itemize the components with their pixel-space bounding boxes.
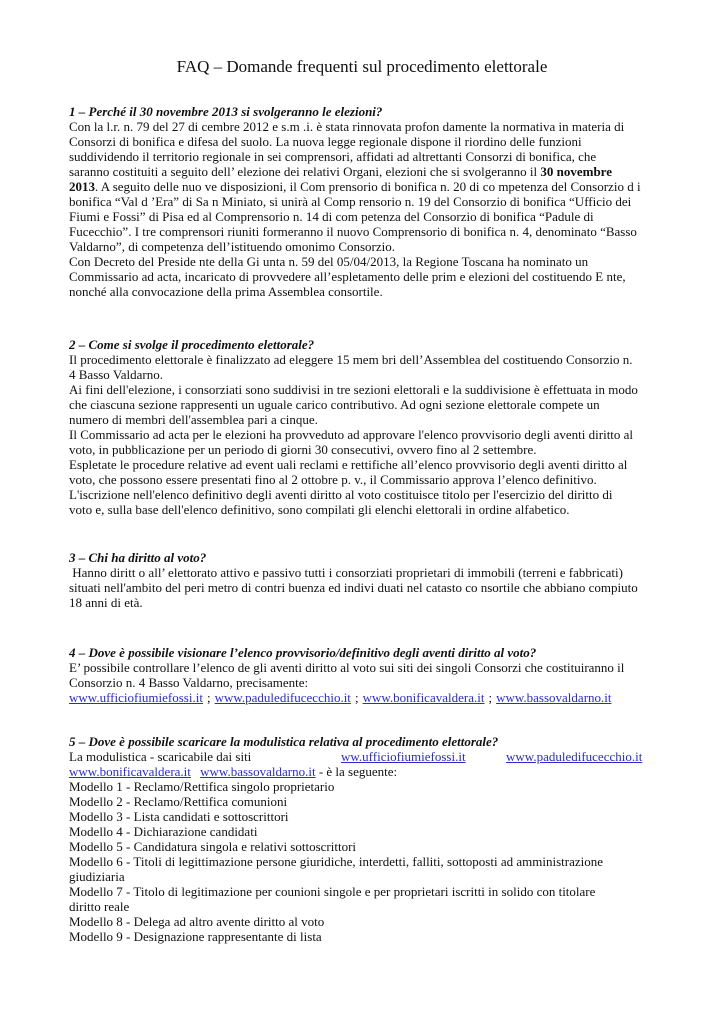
paragraph-line: voto, in pubblicazione per un periodo di giorni 30 consecutivi, ovvero fino al 2 settembre.	[69, 442, 537, 457]
faq-question-5: 5 – Dove è possibile scaricare la modulistica relativa al procedimento elettorale?	[69, 734, 499, 749]
paragraph-line: nonché alla convocazione della prima Assemblea consortile.	[69, 284, 383, 299]
link-paduledifucecchio[interactable]: www.paduledifucecchio.it	[214, 690, 351, 705]
faq-question-4: 4 – Dove è possibile visionare l’elenco provvisorio/definitivo degli aventi diritto al voto?	[69, 645, 537, 660]
paragraph-line: voto, che possono essere presentati fino al 2 ottobre p. v., il Commissario approva l’elenco definitivo.	[69, 472, 597, 487]
paragraph-line: Valdarno”, di competenza dell’istituendo omonimo Consorzio.	[69, 239, 396, 254]
model-item: Modello 6 - Titoli di legittimazione persone giuridiche, interdetti, falliti, sottoposti ad amministrazione	[69, 854, 603, 869]
paragraph-line: Espletate le procedure relative ad event uali reclami e rettifiche all’elenco provvisorio degli aventi diritto al	[69, 457, 628, 472]
paragraph-line	[69, 164, 659, 179]
sites-row-1	[69, 749, 659, 764]
model-item: Modello 2 - Reclamo/Rettifica comunioni	[69, 794, 288, 809]
faq-question-2: 2 – Come si svolge il procedimento elettorale?	[69, 337, 315, 352]
faq-section-5	[69, 734, 659, 944]
link-bassovaldarno[interactable]: www.bassovaldarno.it	[496, 690, 612, 705]
link-paduledifucecchio[interactable]: www.paduledifucecchio.it	[506, 749, 643, 764]
paragraph-line: Fucecchio”. I tre comprensori riuniti formeranno il nuovo Comprensorio di bonifica n. 4, denominato “Basso	[69, 224, 637, 239]
model-item: Modello 8 - Delega ad altro avente diritto al voto	[69, 914, 325, 929]
election-date-bold: 30 novembre	[540, 164, 612, 179]
faq-section-1	[69, 104, 659, 299]
model-item: Modello 7 - Titolo di legitimazione per counioni singole e per proprietari iscritti in solido con titolare	[69, 884, 596, 899]
paragraph-text: La modulistica - scaricabile dai siti	[69, 749, 252, 764]
paragraph-line: suddividendo il territorio regionale in sei comprensori, affidati ad altrettanti Consorzi di bonifica, che	[69, 149, 597, 164]
link-bonificavaldera[interactable]: www.bonificavaldera.it	[69, 764, 191, 779]
paragraph-line: situati nell'ambito del peri metro di contri buenza ed indivi duati nel catasto co nsortile che abbiano compiuto	[69, 580, 638, 595]
link-bonificavaldera[interactable]: www.bonificavaldera.it	[362, 690, 485, 705]
links-line	[69, 690, 659, 705]
model-item: Modello 5 - Candidatura singola e relativi sottoscrittori	[69, 839, 357, 854]
page-title: FAQ – Domande frequenti sul procedimento elettorale	[176, 57, 548, 76]
paragraph-line: Ai fini dell'elezione, i consorziati sono suddivisi in tre sezioni elettorali e la suddivisione è effettuata in modo	[69, 382, 638, 397]
link-separator: ;	[206, 690, 211, 705]
paragraph-line: Hanno diritt o all’ elettorato attivo e passivo tutti i consorziati proprietari di immobili (terreni e fabbricati)	[69, 565, 623, 580]
faq-section-4	[69, 645, 659, 705]
link-bassovaldarno[interactable]: www.bassovaldarno.it	[200, 764, 316, 779]
link-ufficiofiumiefossi[interactable]: www.ufficiofiumiefossi.it	[69, 690, 203, 705]
election-year-bold: 2013	[69, 179, 95, 194]
faq-question-1: 1 – Perché il 30 novembre 2013 si svolgeranno le elezioni?	[69, 104, 383, 119]
paragraph-line: voto e, sulla base dell'elenco definitivo, sono compilati gli elenchi elettorali in ordine alfabetico.	[69, 502, 570, 517]
paragraph-line: Consorzi di bonifica e difesa del suolo. La nuova legge regionale dispone il riordino delle funzioni	[69, 134, 582, 149]
paragraph-line: 4 Basso Valdarno.	[69, 367, 164, 382]
paragraph-text: . A seguito delle nuo ve disposizioni, il Com prensorio di bonifica n. 20 di co mpetenza del Consorzio d i	[95, 179, 641, 194]
faq-section-2	[69, 337, 659, 517]
link-separator: ;	[488, 690, 493, 705]
model-item: Modello 9 - Designazione rappresentante di lista	[69, 929, 322, 944]
paragraph-line: Con la l.r. n. 79 del 27 di cembre 2012 e s.m .i. è stata rinnovata profon damente la normativa in materia di	[69, 119, 625, 134]
model-item: Modello 4 - Dichiarazione candidati	[69, 824, 258, 839]
paragraph-line: L'iscrizione nell'elenco definitivo degli aventi diritto al voto costituisce titolo per l'esercizio del diritto di	[69, 487, 613, 502]
model-item: Modello 3 - Lista candidati e sottoscrittori	[69, 809, 289, 824]
model-item: giudiziaria	[69, 869, 125, 884]
link-ufficiofiumiefossi[interactable]: ww.ufficiofiumiefossi.it	[341, 749, 466, 764]
paragraph-line: numero di membri dell'assemblea pari a cinque.	[69, 412, 318, 427]
paragraph-line: che ciascuna sezione rappresenti un uguale carico contributivo. Ad ogni sezione elettorale compete un	[69, 397, 600, 412]
model-item: Modello 1 - Reclamo/Rettifica singolo proprietario	[69, 779, 335, 794]
paragraph-line: E’ possibile controllare l’elenco de gli aventi diritto al voto sui siti dei singoli Consorzi che costituiranno il	[69, 660, 625, 675]
paragraph-text: - è la seguente:	[315, 764, 398, 779]
paragraph-line: Commissario ad acta, incaricato di provvedere all’espletamento delle prim e elezioni del costituendo E nte,	[69, 269, 626, 284]
faq-question-3: 3 – Chi ha diritto al voto?	[69, 550, 207, 565]
paragraph-line: Il procedimento elettorale è finalizzato ad eleggere 15 mem bri dell’Assemblea del costituendo Consorzio n.	[69, 352, 633, 367]
model-item: diritto reale	[69, 899, 130, 914]
paragraph-line: bonifica “Val d ’Era” di Sa n Miniato, si unirà al Comp rensorio n. 19 del Consorzio di bonifica “Ufficio dei	[69, 194, 632, 209]
paragraph-line: Consorzio n. 4 Basso Valdarno, precisamente:	[69, 675, 309, 690]
links-line	[69, 764, 659, 779]
paragraph-line: Con Decreto del Preside nte della Gi unta n. 59 del 05/04/2013, la Regione Toscana ha nominato un	[69, 254, 589, 269]
paragraph-line: 18 anni di età.	[69, 595, 143, 610]
link-separator: ;	[354, 690, 359, 705]
paragraph-line: Il Commissario ad acta per le elezioni ha provveduto ad approvare l'elenco provvisorio degli aventi diritto al	[69, 427, 634, 442]
paragraph-line	[69, 179, 659, 194]
paragraph-line: Fiumi e Fossi” di Pisa ed al Comprensorio n. 14 di com petenza del Consorzio di bonifica “Padule di	[69, 209, 594, 224]
paragraph-text: saranno costituiti a seguito dell’ elezione dei relativi Organi, elezioni che si svolgeranno il	[69, 164, 538, 179]
faq-section-3	[69, 550, 659, 610]
